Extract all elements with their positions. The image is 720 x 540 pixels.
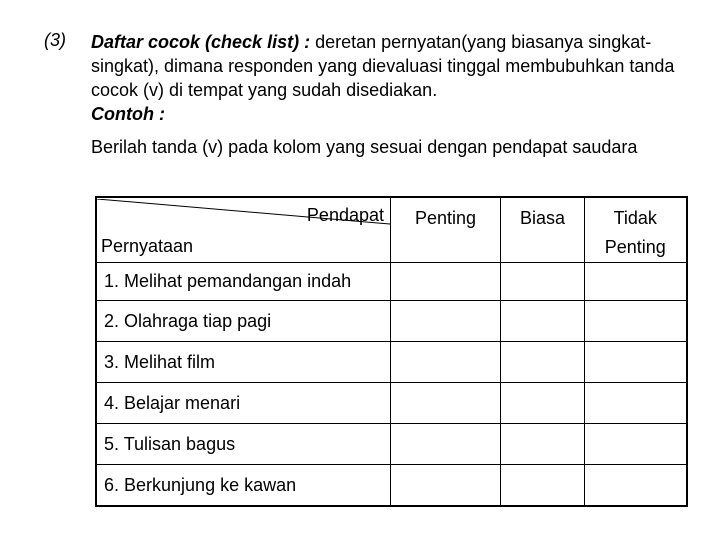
check-cell-tidak-penting[interactable]	[585, 465, 687, 507]
check-cell-tidak-penting[interactable]	[585, 301, 687, 342]
header-pernyataan: Pernyataan	[101, 236, 194, 256]
header-pendapat: Pendapat	[306, 205, 384, 225]
check-cell-tidak-penting[interactable]	[585, 383, 687, 424]
intro-term: Daftar cocok (check list) :	[91, 32, 311, 52]
check-cell-biasa[interactable]	[501, 301, 585, 342]
item-number: (3)	[44, 30, 66, 50]
statement-cell: 2. Olahraga tiap pagi	[96, 301, 391, 342]
check-cell-tidak-penting[interactable]	[585, 263, 687, 301]
check-cell-biasa[interactable]	[501, 424, 585, 465]
check-cell-penting[interactable]	[391, 383, 501, 424]
check-cell-penting[interactable]	[391, 465, 501, 507]
instruction-text: Berilah tanda (v) pada kolom yang sesuai dengan pendapat saudara	[91, 137, 638, 157]
table-row	[96, 301, 687, 342]
check-cell-penting[interactable]	[391, 342, 501, 383]
statement-cell: 5. Tulisan bagus	[96, 424, 391, 465]
check-cell-penting[interactable]	[391, 424, 501, 465]
checklist-table	[95, 196, 688, 507]
header-diagonal-cell	[96, 197, 391, 263]
check-cell-biasa[interactable]	[501, 383, 585, 424]
check-cell-penting[interactable]	[391, 263, 501, 301]
table-row	[96, 383, 687, 424]
check-cell-biasa[interactable]	[501, 342, 585, 383]
table-row	[96, 263, 687, 301]
table-row	[96, 465, 687, 507]
table-row	[96, 342, 687, 383]
column-header-biasa: Biasa	[501, 197, 585, 263]
table-header-row	[96, 197, 687, 263]
column-header-penting: Penting	[391, 197, 501, 263]
check-cell-biasa[interactable]	[501, 263, 585, 301]
check-cell-penting[interactable]	[391, 301, 501, 342]
example-heading: Contoh :	[91, 104, 165, 124]
statement-cell: 3. Melihat film	[96, 342, 391, 383]
column-header-tidak-penting: Tidak Penting	[585, 197, 687, 263]
table-row	[96, 424, 687, 465]
statement-cell: 6. Berkunjung ke kawan	[96, 465, 391, 507]
statement-cell: 4. Belajar menari	[96, 383, 391, 424]
intro-paragraph	[91, 30, 691, 102]
intro-text: deretan pernyatan(yang biasanya singkat-singkat), dimana responden yang dievaluasi tinggal membubuhkan tanda cocok (v) di tempat yang sudah disediakan.	[91, 32, 675, 100]
check-cell-tidak-penting[interactable]	[585, 424, 687, 465]
statement-cell: 1. Melihat pemandangan indah	[96, 263, 391, 301]
check-cell-tidak-penting[interactable]	[585, 342, 687, 383]
check-cell-biasa[interactable]	[501, 465, 585, 507]
